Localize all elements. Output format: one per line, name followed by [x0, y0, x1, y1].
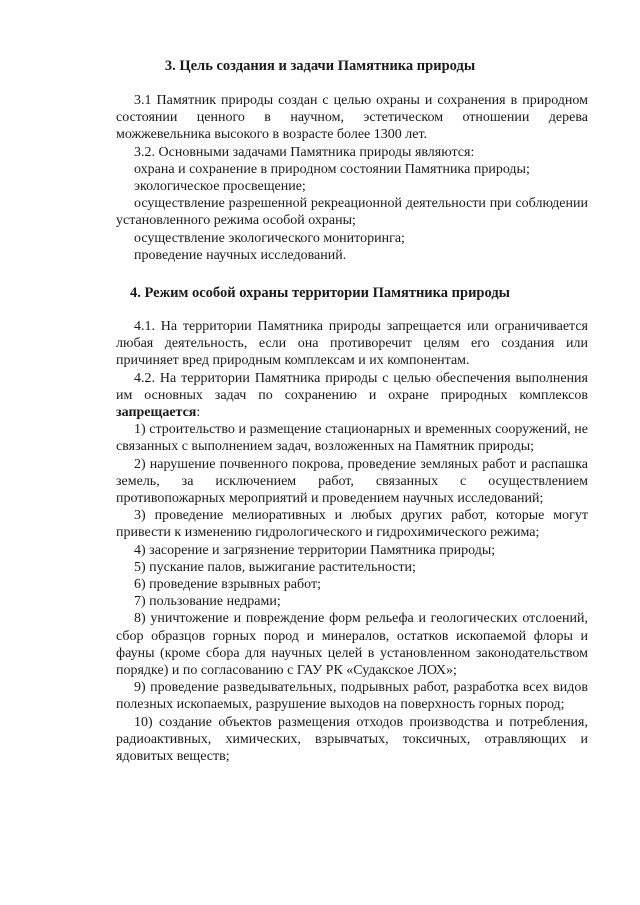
paragraph-4-2-text: 4.2. На территории Памятника природы с целью обеспечения выполнения им основных задач по сохранению и охране природных комплексов — [116, 370, 588, 403]
paragraph-4-2-colon: : — [196, 405, 201, 421]
prohibition-item: 5) пускание палов, выжигание растительности; — [134, 559, 416, 575]
task-item: проведение научных исследований. — [134, 247, 347, 263]
section-3-heading: 3. Цель создания и задачи Памятника природы — [164, 58, 476, 74]
paragraph-3-2: 3.2. Основными задачами Памятника природы являются: — [134, 144, 475, 160]
prohibition-item: 2) нарушение почвенного покрова, проведение земляных работ и распашка земель, за исключением работ, связанных с осуществлением противопожарных мероприятий и проведением научных исследований; — [116, 456, 588, 507]
task-item: осуществление экологического мониторинга; — [134, 230, 405, 246]
prohibition-item: 3) проведение мелиоративных и любых других работ, которые могут привести к изменению гидрологического и гидрохимического режима; — [116, 508, 588, 541]
task-item: охрана и сохранение в природном состоянии Памятника природы; — [134, 161, 530, 177]
task-item: экологическое просвещение; — [134, 179, 306, 195]
paragraph-4-2 — [116, 370, 588, 422]
prohibition-item: 8) уничтожение и повреждение форм рельефа и геологических отслоений, сбор образцов горных пород и минералов, остатков ископаемой флоры и фауны (кроме сбора для научных целей в установленном законодательством порядке) и по согласованию с ГАУ РК «Судакское ЛОХ»; — [116, 611, 588, 679]
prohibition-item: 10) создание объектов размещения отходов производства и потребления, радиоактивных, химических, взрывчатых, токсичных, отравляющих и ядовитых веществ; — [116, 714, 588, 765]
prohibition-item: 7) пользование недрами; — [134, 594, 281, 610]
section-4-heading: 4. Режим особой охраны территории Памятника природы — [130, 285, 510, 301]
section-4-body — [116, 318, 588, 765]
prohibition-item: 6) проведение взрывных работ; — [134, 577, 321, 593]
prohibited-keyword: запрещается — [116, 405, 197, 421]
section-3-body — [116, 92, 588, 264]
paragraph-4-1: 4.1. На территории Памятника природы запрещается или ограничивается любая деятельность, если она противоречит целям его создания или причиняет вред природным комплексам и их компонентам. — [116, 319, 588, 369]
task-item: осуществление разрешенной рекреационной деятельности при соблюдении установленного режима особой охраны; — [116, 196, 588, 229]
prohibition-item: 4) засорение и загрязнение территории Памятника природы; — [134, 542, 496, 558]
paragraph-3-1: 3.1 Памятник природы создан с целью охраны и сохранения в природном состоянии ценного в научном, эстетическом отношении дерева можжевельника высокого в возрасте более 1300 лет. — [116, 93, 588, 143]
prohibition-item: 9) проведение разведывательных, подрывных работ, разработка всех видов полезных ископаемых, разрушение выходов на поверхность горных пород; — [116, 680, 588, 713]
prohibition-item: 1) строительство и размещение стационарных и временных сооружений, не связанных с выполнением задач, возложенных на Памятник природы; — [116, 422, 588, 455]
